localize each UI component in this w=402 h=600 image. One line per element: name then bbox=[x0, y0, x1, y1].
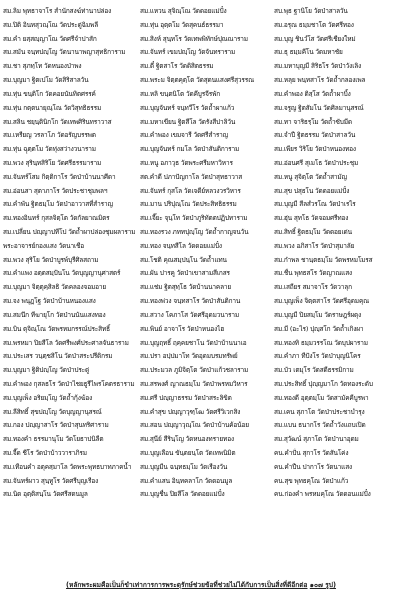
list-entry: สม.สุนีย์ สีรินฺโญ วัดหนองทรายทอง bbox=[140, 435, 234, 444]
list-entry: สม.ประมวล ภูมิจิตฺโต วัดป่าแก้วชลาราม bbox=[140, 366, 249, 375]
list-entry: สม.ชา สุภทฺโท วัดหนองป่าพง bbox=[3, 62, 82, 71]
list-entry: สม.ทา จาริธรฺโม วัดถ้ำซับมีด bbox=[274, 117, 352, 126]
list-entry: สม.โชติ คุณสมฺปนฺโน วัดถ้ำแทน bbox=[140, 255, 227, 264]
list-entry: สม.สิงห์ สุนฺทโร วัดเทพพิทักษ์ปุณณาราม bbox=[140, 34, 248, 43]
list-entry: สม.คำภา ทีปังโร วัดป่าบุญนิโคร bbox=[274, 352, 361, 361]
list-entry: สม.พวง สุรินฺทสิริโย วัดศรีธรรมาราม bbox=[3, 158, 102, 167]
list-entry: สม.พินย์ อาจาโร วัดป่าหนองไฮ bbox=[140, 324, 225, 333]
list-entry: สม.หนู อภาวุธ วัดพระศรีมหาวิหาร bbox=[140, 158, 233, 167]
list-entry: สม.คำพอง ติสฺโส วัดถ้ำผาบิ้ง bbox=[274, 89, 351, 98]
list-entry: สม.คำ ยสฺสญฺญาโณ วัดศรีจำปาสัก bbox=[3, 34, 97, 43]
list-entry: สม.ทองทิ ธมฺมวรรโณ วัดบุปผาราม bbox=[274, 338, 368, 347]
list-entry: คน.คำปืน ปากาโร วัดนาแสง bbox=[274, 462, 353, 471]
list-entry: สม.ทุ่น ขนฺติโก วัดคอยนันทิตศรรค์ bbox=[3, 89, 96, 98]
list-entry: สม.บุญจันทร์ จนฺทวีโร วัดถ้ำผาแก้ว bbox=[140, 103, 235, 112]
list-entry: สม.ฮุ่น สุทโธ วัดจอมศรีทอง bbox=[274, 214, 349, 223]
list-entry: สม.บุญ ชินวํโส วัดศรีเชียงใหม่ bbox=[274, 34, 356, 43]
list-entry: สม.จันทร์ผาว สุนฺทูโร วัดศรีบุญเรือง bbox=[3, 476, 99, 485]
footer-note bbox=[0, 579, 402, 590]
list-entry: สม.ทองรวง ภททปุญฺโญ วัดถ้ำกาญจนวัน bbox=[140, 228, 249, 236]
list-entry: สม.บุญเพ็ง จิตฺตสาโร วัดศรีอุดมคุณ bbox=[274, 297, 370, 306]
list-entry: สม.ลิม พุทธาจาโร สำนักสงฆ์ท่านาปล่อง bbox=[3, 7, 112, 15]
list-entry: สม.ทุ่น ฉฺุตฺตโม วัดทุ่งสว่างวนาราม bbox=[3, 145, 96, 154]
list-entry: สม.สมนึก ทีฆายุโก วัดป่านนันแสงทอง bbox=[3, 310, 106, 319]
list-entry: สม.พวง อภิสาโร วัดป่าสุมาลัย bbox=[274, 241, 355, 250]
name-list-column-2 bbox=[140, 5, 272, 502]
list-entry: สม.จี๊ด ชีโร วัดป่าบ้าววาราภิรม bbox=[3, 449, 87, 457]
list-entry: สม.คำพอง กุสลธโร วัดป่าไชยธูรีไพรโคตรธาราม bbox=[3, 379, 135, 388]
list-entry: สม.ทองอินทร์ กุสลจิตฺโต วัดกัลยาณมิตร bbox=[3, 214, 110, 223]
list-entry: สม.นิด อุตฺติสนฺโน วัดศรีสดนมูล bbox=[3, 490, 88, 499]
list-entry: สม.เคน สุภาโต วัดป่าประชาบำรุง bbox=[274, 407, 365, 416]
list-entry: สม.บุญเพ็ง อริยมฺโญ วัดถ้ำกุ้งฆ้อง bbox=[3, 393, 93, 402]
list-entry: สม.กอง ปญฺญาสาโร วัดป่าสุนทริศาราม bbox=[3, 421, 109, 430]
list-entry: สม.สุข ปสุธโน วัดดอยแม่ปั๋ง bbox=[274, 186, 350, 195]
list-entry: สม.บุญเลือน ขันฺตยนฺโต วัดเทพนิมิต bbox=[140, 449, 236, 457]
list-entry: สม.สลิน ชยฺนฺตินิกโก วัดเทพศิรินทราวาส bbox=[3, 117, 112, 126]
list-entry: สม.มหาบุญมี สิริธโร วัดป่าวังเลิง bbox=[274, 62, 362, 71]
list-entry: สม.แบน ธนากโร วัดถ้ำวังแถบเปิด bbox=[274, 421, 366, 430]
list-entry: สม.ศรี ปญฺญาธรรม วัดป่าสระลิขิต bbox=[140, 393, 232, 402]
list-entry: คน.คำปั่น สุกาโร วัดสันโค่ง bbox=[274, 449, 349, 457]
list-entry: สม.อ่อนศรี สุเมโธ วัดป่าประชุม bbox=[274, 158, 359, 167]
list-entry: สม.จง พนุฏโฐ วัดป่าบ้านหนองแสง bbox=[3, 297, 96, 306]
list-entry: สม.พรหมา ปิยสีโล วัดศรีพงศ์ประศาลจันธาราม bbox=[3, 338, 129, 347]
list-entry: สม.ทอง จนฺทสีโล วัดดอยแม่ปั๋ง bbox=[140, 241, 222, 250]
list-entry: สม.บุญจันทร์ กมโล วัดป่าสันติการาม bbox=[140, 145, 240, 154]
list-entry: สม.ชื่น พุทธสโร วัดญาณแสง bbox=[274, 269, 353, 278]
list-entry: คน.สุข พุทธคุโณ วัดป่าแก้ว bbox=[274, 476, 349, 485]
list-entry: สม.ทองคำ ธรรมานุโม วัดโยธาปนิลีต bbox=[3, 435, 104, 444]
list-entry: สม.บุญมา ฐิตเปโม วัดสิริสาลวัน bbox=[3, 76, 89, 85]
list-entry: สม.หลุย พนฺทสาโร วัดถ้ำกลองเพล bbox=[274, 76, 366, 85]
list-entry: สม.ปรา อปฺปมาโท วัดอุดมบรมทรัพย์ bbox=[140, 352, 238, 361]
list-entry: สม.หลิ ขนฺตนิโต วัดคีบูรจีรพัก bbox=[140, 89, 221, 98]
list-entry: สม.ทองพ่วง จนฺทสาโร วัดป่าสันติกาน bbox=[140, 297, 241, 306]
list-entry: สม.ประสิทธิ์ ปุญฺญมาโก วัดทองระดับ bbox=[274, 379, 373, 388]
name-list-column-1 bbox=[3, 5, 135, 502]
list-entry: สม.จันทร์ เขมปญฺโญ วัดจันทราราม bbox=[140, 48, 236, 57]
list-entry: สม.จรูญ ฐิตสัมโน วัดศิลมานุสรณ์ bbox=[274, 103, 364, 112]
list-entry: สม.แหวน สุจิณฺโณ วัดดอยแม่ปั๋ง bbox=[140, 7, 227, 15]
list-entry: สม.ทุ่น อุตฺตโม วัดสุคนธ์ธรรมา bbox=[140, 20, 224, 29]
list-entry: สม.ผัน ปารคู วัดป่าเขาสามสีเกสร bbox=[140, 269, 230, 278]
list-entry: สม.ตี๋ ฐิตสาโร วัดดิสิตธรรม bbox=[140, 62, 214, 71]
list-entry: สม.ทองดี อุตฺตมฺโม วัดสามัคคีบูรพา bbox=[274, 393, 369, 402]
list-entry: สม.แช่ม ฐิตสุทฺโธ วัดบ้านนาคลาย bbox=[140, 283, 232, 292]
list-entry: สม.จันทร์โสม กิตฺติกาโร วัดป่าบ้านนาศีดา bbox=[3, 172, 116, 181]
list-entry: สม.จันทร์ กุสโล วัดเจดีย์หลวงวรวิหาร bbox=[140, 186, 241, 195]
list-entry: สม.บุญมา จิตฺตุคฺสิลธิ วัดคลองจอมอาย bbox=[3, 283, 107, 292]
list-entry: สม.คำแสน อินฺทคลาโก วัดดอนมูล bbox=[140, 476, 233, 485]
list-entry: สม.ลีสิทธิ์ สุขปญฺโญ วัดบุญญานุสรณ์ bbox=[3, 407, 102, 416]
list-entry: สม.สมัน จนฺทปญฺโญ วัดนานาพญาสุทธิการาม bbox=[3, 48, 126, 57]
list-entry: สม.อรุณ ธมฺมชาโต วัดศรีทอง bbox=[274, 20, 354, 29]
list-entry: สม.คำพอง เขมจารี วัดศรีสำราญ bbox=[140, 131, 229, 140]
list-entry: สม.อ่อนสา สุตาภาโร วัดประชาชุมพลฯ bbox=[3, 186, 108, 195]
list-entry: สม.เจี๊ยะ จุนฺโท วัดป่าภูริทัตตปฏิปทาราม bbox=[140, 214, 248, 223]
list-entry: สม.บุญมี ปิยสมฺโม วัดราษฎร์ผดุง bbox=[274, 310, 362, 319]
list-entry: สม.สรพงศ์ ญาณธมฺโม วัดป่าพรหมวิหาร bbox=[140, 379, 248, 388]
list-entry: สม.สวาง โคภาโส วัดศรีอุดมวนาราม bbox=[140, 310, 239, 319]
list-entry: สม.เทือนคำ อตุคสฺมาโล วัดพระพุทธบาทภาคน้ำ bbox=[3, 462, 132, 471]
list-entry: สม.บุญมา ฐิติปญฺโญ วัดป่าประดู่ bbox=[3, 366, 90, 375]
list-entry: สม.คำแพง อตฺตสมฺปันโน วัดบุญญานุศาสตร์ bbox=[3, 269, 121, 278]
list-entry: สม.หนู สุจิตฺโต วัดถ้ำสามัญ bbox=[274, 172, 347, 181]
list-entry: สม.บุญฤทธิ์ ฤคฺคยชาโน วัดป่าบ้านนาเอ bbox=[140, 338, 247, 347]
list-entry: คน.ก่องคำ พรหมคุโณ วัดดอนแม่ปั๋ง bbox=[274, 490, 371, 499]
list-entry: สม.บุญมีน ฉนฺทธมฺโม วัดเรืองวัน bbox=[140, 462, 228, 471]
list-entry: สม.มหาเขียน ฐิตสีโล วัดรังสีปาลิวัน bbox=[140, 117, 236, 126]
list-entry: สม.เสถียร สมาจาโร วัดวาลุก bbox=[274, 283, 352, 292]
list-entry: สม.ทุ่น กตฺตนายุณฺโณ วัดวิสุทธิธรรม bbox=[3, 103, 102, 112]
list-entry: สม.ก๋าพล ชานฺตธมฺโม วัดพรหมโมรส bbox=[274, 255, 373, 264]
name-list-column-3 bbox=[274, 5, 401, 502]
list-entry: สม.สุวัฒน์ สุภาโต วัดป่านาอุดม bbox=[274, 435, 359, 444]
list-entry: สม.ปิติ อินทสุวณฺโณ วัดประดู่ฉิมพลี bbox=[3, 20, 99, 29]
list-entry: สม.เปลี่ยน ปญฺญาปทีโป วัดถ้ำผาปล่องชุมผลาราม bbox=[3, 228, 135, 236]
list-entry: สม.คำพัน ฐิตธมฺโม วัดป่าอาวาสที่สำราญ bbox=[3, 200, 113, 209]
list-entry: สม.สอน ปญฺญาวุณฺโณ วัดป่าบ้านค้อน้อย bbox=[140, 421, 249, 430]
list-entry: สม.บุญมี สีลสํวรโณ วัดป่าเรไร bbox=[274, 200, 356, 209]
list-entry: สม.บัว เตมุโร วัดสดีธรรมิกาม bbox=[274, 366, 354, 375]
list-entry: สม.ประเสร วนฺตฺชสิโน วัดป่าสระปรีดิกรม bbox=[3, 352, 113, 361]
list-entry: สม.มาน ปริปุณฺโณ วัดประสิทธิธรรม bbox=[140, 200, 237, 209]
list-entry: สม.บุญชื่น ปิยสีโล วัดดอยแม่ปั๋ง bbox=[140, 490, 225, 499]
list-entry: สม.เหรียญ วรลาโภ วัดอรัญบรรพต bbox=[3, 131, 96, 140]
list-entry: สม.บิน ตุจิณฺโณ วัดพรหมกรรณ์ประสิทธิ์ bbox=[3, 324, 110, 333]
list-entry: สต.คำดี ปภาปัญกาโล วัดป่าสุทธาวาส bbox=[140, 172, 243, 181]
list-entry: พระอาจารย์กองแสง วัดนาเชือ bbox=[3, 241, 85, 250]
list-entry: สม.พระม จิตฺตคุตฺโต วัดสุดนแสงศรีสุวรรณ bbox=[140, 76, 254, 85]
list-entry: สม.มี (อะไร) ปุญฺสโก วัดถ้ำเกิงผา bbox=[274, 324, 364, 333]
list-entry: สม.สิทธิ์ ฐิตธมฺโม วัดดอยเด่น bbox=[274, 228, 352, 236]
footer-note-text: (หลักพระผมคือเป็นก็ขำเท่าการการพระดุรักษ์ช่วยข้อที่ช่วยไม่ได้กับการเป็นสิ่งที่ดีอีกต่อ bbox=[65, 581, 308, 589]
footer-count: ๑๐๗ รูป) bbox=[309, 581, 337, 589]
list-entry: สม.คำสุข ปญฺญาวุฑฺโฒ วัดศรีวิเวกสิง bbox=[140, 407, 241, 416]
list-entry: สบ.พุธ ฐานิโย วัดป่าสาลวัน bbox=[274, 7, 348, 15]
list-entry: สม.จำปี ฐิตธรรม วัดป่าสาลวัน bbox=[274, 131, 356, 140]
list-entry: สม.เพียร วิริโย วัดป่าหนองทอง bbox=[274, 145, 356, 154]
list-entry: สม.พวง สุริโย วัดป่าบูรพ์บุรีศิลสถาม bbox=[3, 255, 99, 264]
list-entry: สม.ธุ ธมฺมคีโน วัดมหาชัย bbox=[274, 48, 343, 57]
